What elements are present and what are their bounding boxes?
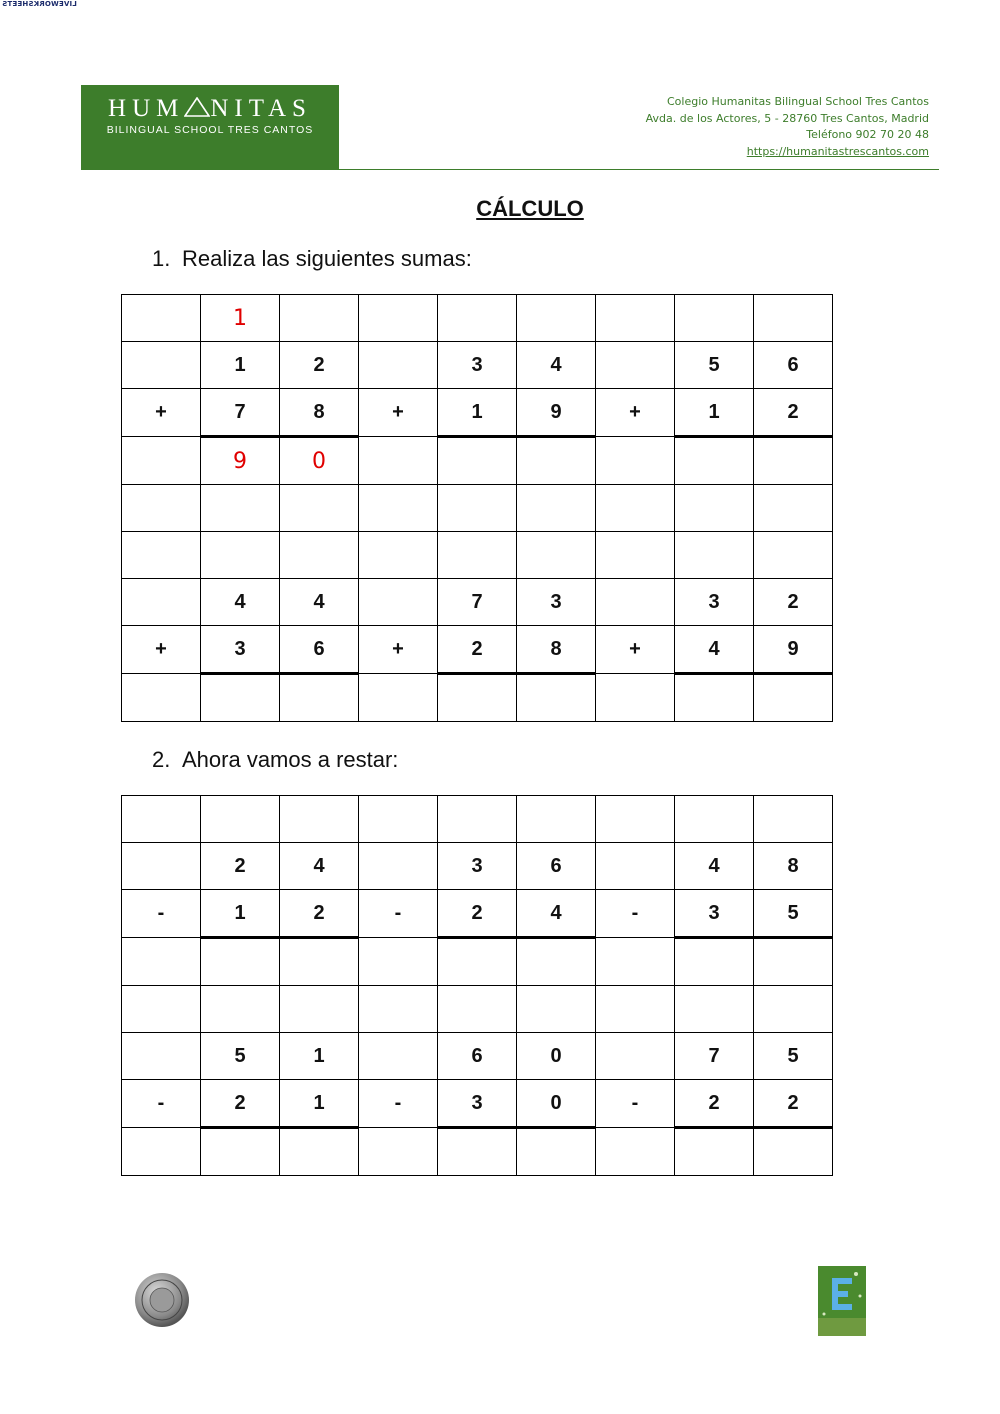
digit-cell: 3 — [201, 626, 280, 674]
answer-cell[interactable] — [201, 485, 280, 532]
answer-cell[interactable] — [359, 1033, 438, 1080]
answer-cell[interactable] — [675, 796, 754, 843]
answer-cell[interactable] — [438, 796, 517, 843]
answer-cell[interactable] — [201, 796, 280, 843]
operator-cell: + — [596, 389, 675, 437]
answer-cell[interactable] — [754, 485, 833, 532]
answer-cell[interactable] — [517, 986, 596, 1033]
addition-row — [122, 674, 833, 722]
addition-row — [122, 579, 833, 626]
digit-cell: 4 — [675, 843, 754, 890]
digit-cell: 1 — [438, 389, 517, 437]
digit-cell: 4 — [201, 579, 280, 626]
digit-cell: 6 — [280, 626, 359, 674]
digit-cell: 2 — [754, 389, 833, 437]
answer-cell[interactable] — [596, 1033, 675, 1080]
digit-cell: 8 — [280, 389, 359, 437]
subtraction-grid — [121, 795, 833, 1176]
answer-cell[interactable] — [359, 579, 438, 626]
answer-cell[interactable] — [438, 986, 517, 1033]
digit-cell: 4 — [280, 843, 359, 890]
answer-cell[interactable] — [280, 485, 359, 532]
answer-cell[interactable] — [122, 295, 201, 342]
addition-row — [122, 626, 833, 674]
answer-cell[interactable] — [359, 843, 438, 890]
operator-cell: - — [596, 1080, 675, 1128]
answer-cell[interactable] — [675, 1128, 754, 1176]
operator-cell: + — [359, 626, 438, 674]
answer-cell[interactable] — [201, 938, 280, 986]
answer-cell[interactable] — [122, 796, 201, 843]
digit-cell: 4 — [517, 342, 596, 389]
digit-cell: 7 — [438, 579, 517, 626]
exercise-2-heading — [152, 747, 398, 773]
digit-cell: 0 — [280, 437, 359, 485]
answer-cell[interactable] — [675, 938, 754, 986]
exercise-1-number: 1. — [152, 246, 171, 271]
digit-cell: 2 — [438, 626, 517, 674]
digit-cell: 4 — [675, 626, 754, 674]
answer-cell[interactable] — [438, 938, 517, 986]
exercise-1-heading — [152, 246, 472, 272]
digit-cell: 1 — [280, 1033, 359, 1080]
operator-cell: - — [122, 1080, 201, 1128]
digit-cell: 8 — [754, 843, 833, 890]
answer-cell[interactable] — [754, 1128, 833, 1176]
school-phone: Teléfono 902 70 20 48 — [806, 128, 929, 141]
digit-cell: 0 — [517, 1033, 596, 1080]
answer-cell[interactable] — [675, 674, 754, 722]
answer-cell[interactable] — [201, 532, 280, 579]
watermark-text: LIVEWORKSHEETS — [2, 0, 77, 8]
answer-cell[interactable] — [359, 342, 438, 389]
answer-cell[interactable] — [359, 295, 438, 342]
answer-cell[interactable] — [517, 674, 596, 722]
operator-cell: + — [596, 626, 675, 674]
school-logo — [81, 85, 339, 169]
school-name: Colegio Humanitas Bilingual School Tres Cantos — [666, 95, 929, 108]
answer-cell[interactable] — [359, 532, 438, 579]
answer-cell[interactable] — [122, 437, 201, 485]
answer-cell[interactable] — [359, 674, 438, 722]
digit-cell: 3 — [438, 1080, 517, 1128]
answer-cell[interactable] — [675, 295, 754, 342]
answer-cell[interactable] — [122, 1128, 201, 1176]
answer-cell[interactable] — [675, 986, 754, 1033]
subtraction-row — [122, 796, 833, 843]
answer-cell[interactable] — [280, 986, 359, 1033]
subtraction-row — [122, 1033, 833, 1080]
answer-cell[interactable] — [122, 674, 201, 722]
answer-cell[interactable] — [122, 843, 201, 890]
answer-cell[interactable] — [280, 938, 359, 986]
subtraction-row — [122, 986, 833, 1033]
operator-cell: + — [122, 626, 201, 674]
answer-cell[interactable] — [438, 674, 517, 722]
addition-row — [122, 389, 833, 437]
digit-cell: 8 — [517, 626, 596, 674]
answer-cell[interactable] — [596, 342, 675, 389]
answer-cell[interactable] — [517, 938, 596, 986]
exercise-1-instruction: Realiza las siguientes sumas: — [182, 246, 472, 271]
digit-cell: 7 — [201, 389, 280, 437]
answer-cell[interactable] — [438, 1128, 517, 1176]
digit-cell: 1 — [201, 342, 280, 389]
answer-cell[interactable] — [517, 796, 596, 843]
answer-cell[interactable] — [596, 579, 675, 626]
digit-cell: 4 — [517, 890, 596, 938]
answer-cell[interactable] — [122, 485, 201, 532]
digit-cell: 9 — [517, 389, 596, 437]
answer-cell[interactable] — [122, 342, 201, 389]
digit-cell: 3 — [517, 579, 596, 626]
answer-cell[interactable] — [201, 674, 280, 722]
answer-cell[interactable] — [122, 938, 201, 986]
answer-cell[interactable] — [517, 437, 596, 485]
digit-cell: 6 — [754, 342, 833, 389]
digit-cell: 1 — [201, 295, 280, 342]
answer-cell[interactable] — [754, 938, 833, 986]
operator-cell: - — [359, 890, 438, 938]
answer-cell[interactable] — [596, 843, 675, 890]
digit-cell: 9 — [754, 626, 833, 674]
answer-cell[interactable] — [754, 796, 833, 843]
answer-cell[interactable] — [596, 532, 675, 579]
addition-grid — [121, 294, 833, 722]
answer-cell[interactable] — [359, 485, 438, 532]
operator-cell: - — [596, 890, 675, 938]
answer-cell[interactable] — [596, 986, 675, 1033]
digit-cell: 1 — [675, 389, 754, 437]
answer-cell[interactable] — [438, 485, 517, 532]
logo-name: HUM NITAS — [108, 95, 312, 122]
school-address: Avda. de los Actores, 5 - 28760 Tres Cantos, Madrid — [645, 111, 929, 125]
answer-cell[interactable] — [201, 1128, 280, 1176]
answer-cell[interactable] — [122, 579, 201, 626]
digit-cell: 6 — [438, 1033, 517, 1080]
answer-cell[interactable] — [517, 295, 596, 342]
addition-row — [122, 342, 833, 389]
digit-cell: 1 — [280, 1080, 359, 1128]
answer-cell[interactable] — [596, 295, 675, 342]
subtraction-row — [122, 1128, 833, 1176]
answer-cell[interactable] — [359, 1128, 438, 1176]
operator-cell: - — [122, 890, 201, 938]
answer-cell[interactable] — [122, 1033, 201, 1080]
digit-cell: 9 — [201, 437, 280, 485]
digit-cell: 2 — [754, 1080, 833, 1128]
digit-cell: 5 — [754, 890, 833, 938]
answer-cell[interactable] — [596, 938, 675, 986]
digit-cell: 3 — [438, 342, 517, 389]
subtraction-row — [122, 890, 833, 938]
subtraction-row — [122, 938, 833, 986]
addition-row — [122, 437, 833, 485]
digit-cell: 2 — [201, 843, 280, 890]
logo-subtitle: BILINGUAL SCHOOL TRES CANTOS — [106, 124, 314, 136]
answer-cell[interactable] — [596, 674, 675, 722]
answer-cell[interactable] — [596, 1128, 675, 1176]
answer-cell[interactable] — [596, 796, 675, 843]
exercise-2-number: 2. — [152, 747, 171, 772]
addition-row — [122, 295, 833, 342]
accreditation-seal-icon — [133, 1272, 191, 1328]
answer-cell[interactable] — [754, 532, 833, 579]
answer-cell[interactable] — [517, 485, 596, 532]
operator-cell: - — [359, 1080, 438, 1128]
digit-cell: 2 — [280, 890, 359, 938]
answer-cell[interactable] — [280, 674, 359, 722]
answer-cell[interactable] — [280, 295, 359, 342]
digit-cell: 4 — [280, 579, 359, 626]
answer-cell[interactable] — [754, 674, 833, 722]
answer-cell[interactable] — [122, 532, 201, 579]
answer-cell[interactable] — [359, 796, 438, 843]
answer-cell[interactable] — [517, 1128, 596, 1176]
answer-cell[interactable] — [201, 986, 280, 1033]
answer-cell[interactable] — [754, 295, 833, 342]
answer-cell[interactable] — [359, 437, 438, 485]
digit-cell: 2 — [280, 342, 359, 389]
digit-cell: 5 — [754, 1033, 833, 1080]
operator-cell: + — [359, 389, 438, 437]
digit-cell: 2 — [754, 579, 833, 626]
answer-cell[interactable] — [438, 295, 517, 342]
answer-cell[interactable] — [675, 532, 754, 579]
school-website-link[interactable]: https://humanitastrescantos.com — [746, 144, 929, 158]
addition-row — [122, 532, 833, 579]
answer-cell[interactable] — [359, 938, 438, 986]
digit-cell: 5 — [675, 342, 754, 389]
header-divider — [81, 169, 939, 170]
digit-cell: 7 — [675, 1033, 754, 1080]
answer-cell[interactable] — [280, 532, 359, 579]
digit-cell: 3 — [675, 890, 754, 938]
addition-row — [122, 485, 833, 532]
digit-cell: 3 — [675, 579, 754, 626]
answer-cell[interactable] — [280, 796, 359, 843]
answer-cell[interactable] — [359, 986, 438, 1033]
digit-cell: 3 — [438, 843, 517, 890]
subtraction-row — [122, 1080, 833, 1128]
digit-cell: 6 — [517, 843, 596, 890]
digit-cell: 1 — [201, 890, 280, 938]
digit-cell: 5 — [201, 1033, 280, 1080]
answer-cell[interactable] — [675, 437, 754, 485]
answer-cell[interactable] — [280, 1128, 359, 1176]
quality-badge-icon — [818, 1266, 866, 1336]
page-title: CÁLCULO — [476, 196, 584, 221]
digit-cell: 0 — [517, 1080, 596, 1128]
exercise-2-instruction: Ahora vamos a restar: — [182, 747, 399, 772]
triangle-icon — [184, 97, 210, 117]
school-contact — [646, 94, 929, 160]
digit-cell: 2 — [675, 1080, 754, 1128]
digit-cell: 2 — [438, 890, 517, 938]
answer-cell[interactable] — [438, 437, 517, 485]
answer-cell[interactable] — [438, 532, 517, 579]
answer-cell[interactable] — [596, 437, 675, 485]
answer-cell[interactable] — [675, 485, 754, 532]
answer-cell[interactable] — [122, 986, 201, 1033]
answer-cell[interactable] — [517, 532, 596, 579]
answer-cell[interactable] — [754, 437, 833, 485]
answer-cell[interactable] — [596, 485, 675, 532]
operator-cell: + — [122, 389, 201, 437]
digit-cell: 2 — [201, 1080, 280, 1128]
answer-cell[interactable] — [754, 986, 833, 1033]
subtraction-row — [122, 843, 833, 890]
